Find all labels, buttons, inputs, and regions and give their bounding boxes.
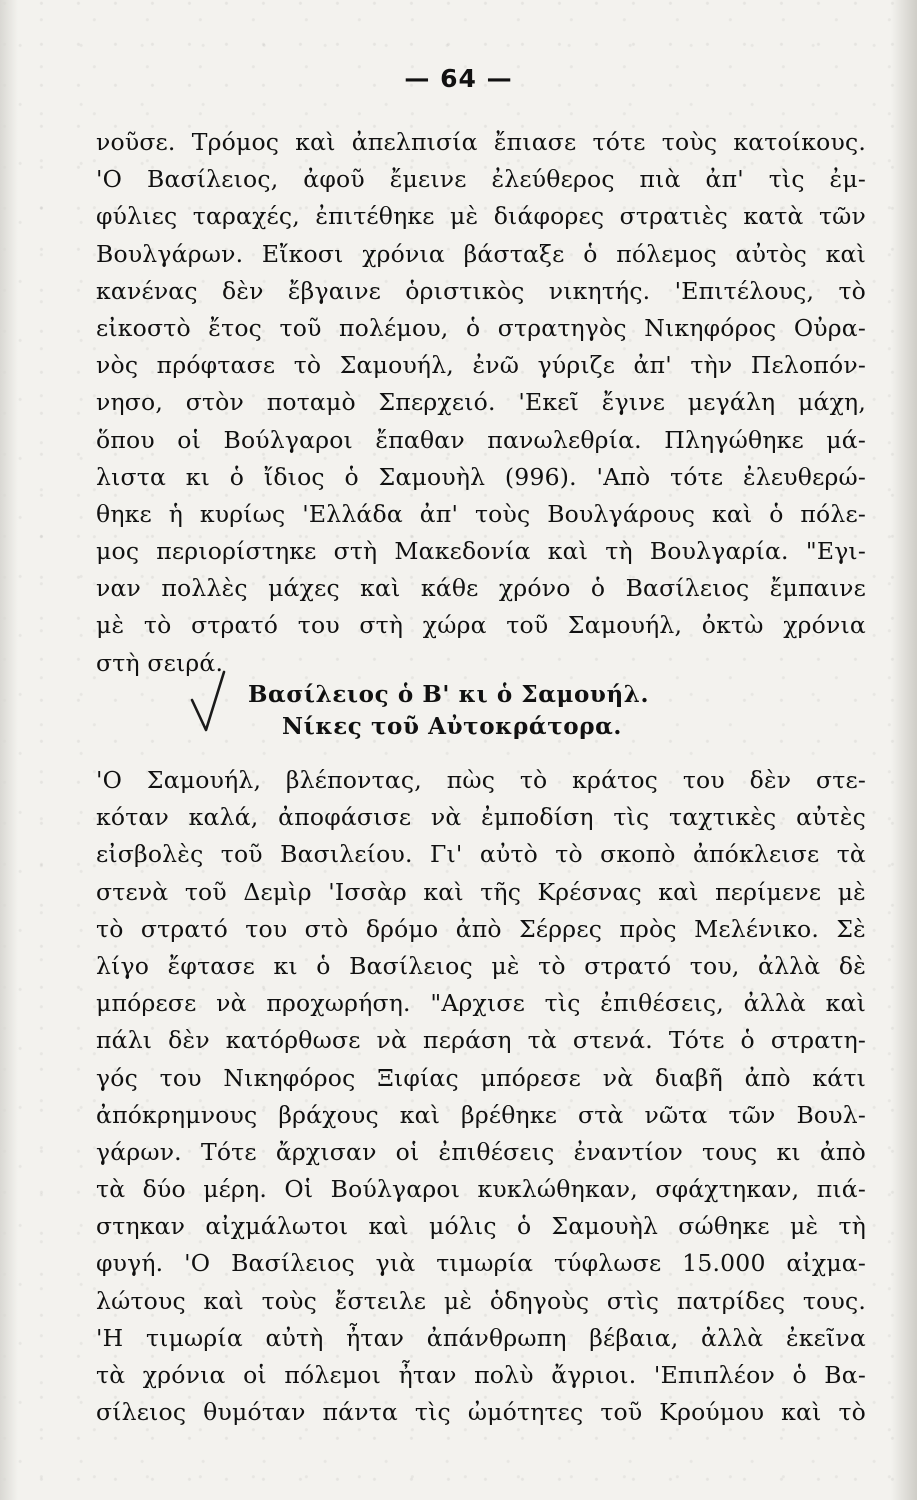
text-line: μπόρεσε νὰ προχωρήση. "Αρχισε τὶς ἐπιθέσεις, ἀλλὰ καὶ bbox=[96, 989, 866, 1018]
paragraph-2 bbox=[96, 765, 866, 1434]
section-heading bbox=[200, 680, 760, 742]
text-line: γός του Νικηφόρος Ξιφίας μπόρεσε νὰ διαβῆ ἀπὸ κάτι bbox=[96, 1063, 866, 1092]
text-line: εἰσβολὲς τοῦ Βασιλείου. Γι' αὐτὸ τὸ σκοπὸ ἀπόκλεισε τὰ bbox=[96, 840, 866, 869]
page-number: — 64 — bbox=[404, 64, 513, 93]
paragraph-1 bbox=[96, 127, 866, 685]
text-line: σίλειος θυμόταν πάντα τὶς ὠμότητες τοῦ Κρούμου καὶ τὸ bbox=[96, 1398, 866, 1427]
text-line: νοῦσε. Τρόμος καὶ ἀπελπισία ἔπιασε τότε τοὺς κατοίκους. bbox=[96, 128, 866, 156]
text-line: φύλιες ταραχές, ἐπιτέθηκε μὲ διάφορες στρατιὲς κατὰ τῶν bbox=[96, 202, 866, 231]
pencil-checkmark-icon bbox=[188, 670, 230, 738]
text-line: λώτους καὶ τοὺς ἔστειλε μὲ ὁδηγοὺς στὶς πατρίδες τους. bbox=[96, 1286, 866, 1315]
page-edge-shadow-right bbox=[891, 0, 917, 1500]
text-line: μὲ τὸ στρατό του στὴ χώρα τοῦ Σαμουήλ, ὀκτὼ χρόνια bbox=[96, 611, 866, 640]
text-line: στενὰ τοῦ Δεμὶρ 'Ισσὰρ καὶ τῆς Κρέσνας καὶ περίμενε μὲ bbox=[96, 877, 866, 906]
section-heading-title: Βασίλειος ὁ Β' κι ὁ Σαμουήλ. bbox=[248, 681, 650, 708]
text-line: τὰ χρόνια οἱ πόλεμοι ἦταν πολὺ ἄγριοι. 'Επιπλέον ὁ Βα- bbox=[96, 1361, 866, 1389]
text-line: κόταν καλά, ἀποφάσισε νὰ ἐμποδίση τὶς ταχτικὲς αὐτὲς bbox=[96, 803, 866, 832]
section-heading-subtitle: Νίκες τοῦ Αὐτοκράτορα. bbox=[282, 713, 623, 740]
text-line: λίγο ἔφτασε κι ὁ Βασίλειος μὲ τὸ στρατό του, ἀλλὰ δὲ bbox=[96, 951, 866, 980]
text-line: ἀπόκρημνους βράχους καὶ βρέθηκε στὰ νῶτα τῶν Βουλ- bbox=[96, 1100, 866, 1129]
text-line: ὅπου οἱ Βούλγαροι ἔπαθαν πανωλεθρία. Πληγώθηκε μά- bbox=[96, 425, 866, 454]
text-line: τὰ δύο μέρη. Οἱ Βούλγαροι κυκλώθηκαν, σφάχτηκαν, πιά- bbox=[96, 1175, 866, 1204]
text-line: νησο, στὸν ποταμὸ Σπερχειό. 'Εκεῖ ἔγινε μεγάλη μάχη, bbox=[96, 388, 866, 417]
text-line: μος περιορίστηκε στὴ Μακεδονία καὶ τὴ Βουλγαρία. "Εγι- bbox=[96, 537, 866, 566]
text-line: 'Ο Βασίλειος, ἀφοῦ ἔμεινε ἐλεύθερος πιὰ ἀπ' τὶς ἐμ- bbox=[96, 165, 866, 194]
text-line: 'Ο Σαμουήλ, βλέποντας, πὼς τὸ κράτος του δὲν στε- bbox=[96, 766, 866, 794]
text-line: θηκε ἡ κυρίως 'Ελλάδα ἀπ' τοὺς Βουλγάρους καὶ ὁ πόλε- bbox=[96, 499, 866, 528]
text-line: ναν πολλὲς μάχες καὶ κάθε χρόνο ὁ Βασίλειος ἔμπαινε bbox=[96, 574, 866, 603]
text-line: λιστα κι ὁ ἴδιος ὁ Σαμουὴλ (996). 'Απὸ τότε ἐλευθερώ- bbox=[96, 462, 866, 491]
text-line: στὴ σειρά. bbox=[96, 648, 224, 677]
text-line: κανένας δὲν ἔβγαινε ὁριστικὸς νικητής. 'Επιτέλους, τὸ bbox=[96, 276, 866, 305]
text-line: νὸς πρόφτασε τὸ Σαμουήλ, ἐνῶ γύριζε ἀπ' τὴν Πελοπόν- bbox=[96, 351, 866, 380]
page-edge-shadow-left bbox=[0, 0, 18, 1500]
text-line: τὸ στρατό του στὸ δρόμο ἀπὸ Σέρρες πρὸς Μελένικο. Σὲ bbox=[96, 914, 866, 943]
text-line: Βουλγάρων. Εἴκοσι χρόνια βάσταξε ὁ πόλεμος αὐτὸς καὶ bbox=[96, 239, 866, 268]
text-line: εἰκοστὸ ἔτος τοῦ πολέμου, ὁ στρατηγὸς Νικηφόρος Οὐρα- bbox=[96, 313, 866, 342]
text-line: γάρων. Τότε ἄρχισαν οἱ ἐπιθέσεις ἐναντίον τους κι ἀπὸ bbox=[96, 1137, 866, 1166]
text-line: στηκαν αἰχμάλωτοι καὶ μόλις ὁ Σαμουὴλ σώθηκε μὲ τὴ bbox=[96, 1212, 866, 1241]
text-line: 'Η τιμωρία αὐτὴ ἦταν ἀπάνθρωπη βέβαια, ἀλλὰ ἐκεῖνα bbox=[96, 1323, 866, 1352]
text-line: πάλι δὲν κατόρθωσε νὰ περάση τὰ στενά. Τότε ὁ στρατη- bbox=[96, 1026, 866, 1055]
text-line: φυγή. 'Ο Βασίλειος γιὰ τιμωρία τύφλωσε 15.000 αἰχμα- bbox=[96, 1249, 866, 1278]
